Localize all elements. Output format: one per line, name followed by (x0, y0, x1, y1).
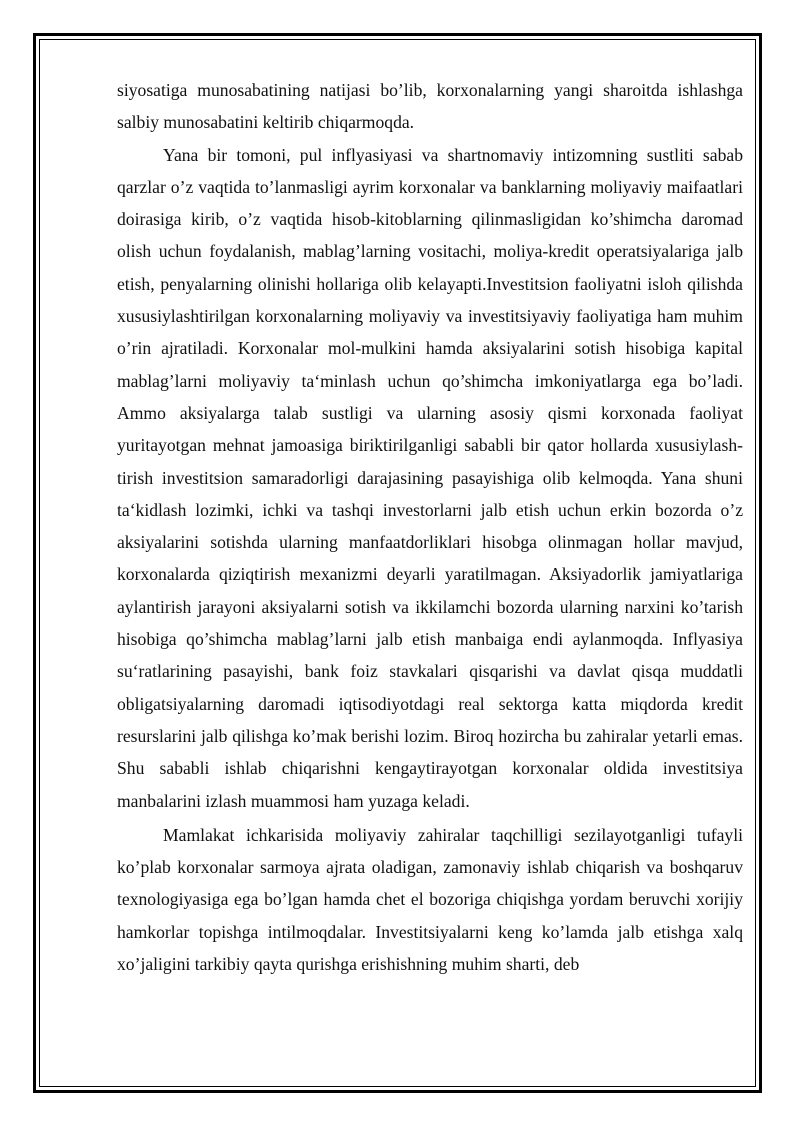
document-body (117, 74, 743, 980)
paragraph-1: siyosatiga munosabatining natijasi bo’lib, korxonalarning yangi sharoitda ishlashga salbiy munosabatini keltirib chiqarmoqda. (117, 80, 743, 133)
paragraph-3: Mamlakat ichkarisida moliyaviy zahiralar taqchilligi sezilayotganligi tufayli ko’plab korxonalar sarmoya ajrata oladigan, zamonaviy ishlab chiqarish va boshqaruv texnologiyasiga ega bo’lgan hamda chet el bozoriga chiqishga yordam beruvchi xorijiy hamkorlar topishga intilmoqdalar. Investitsiyalarni keng ko’lamda jalb etishga xalq xo’jaligini tarkibiy qayta qurishga erishishning muhim sharti, deb (117, 824, 743, 975)
paragraph-2: Yana bir tomoni, pul inflyasiyasi va shartnomaviy intizomning sustliti sabab qarzlar o’z vaqtida to’lanmasligi ayrim korxonalar va banklarning moliyaviy maifaatlari doirasiga kirib, o’z vaqtida hisob-kitoblarning qilinmasligidan ko’shimcha daromad olish uchun foydalanish, mablag’larning vositachi, moliya-kredit operatsiyalariga jalb etish, penyalarning olinishi hollariga olib kelayapti.Investitsion faoliyatni isloh qilishda xususiylashtirilgan korxonalarning moliyaviy va investitsiyaviy faoliyatiga ham muhim o’rin ajratiladi. Korxonalar mol-mulkini hamda aksiyalarini sotish hisobiga kapital mablag’larni moliyaviy ta‘minlash uchun qo’shimcha imkoniyatlarga ega bo’ladi. Ammo aksiyalarga talab sustligi va ularning asosiy qismi korxonada faoliyat yuritayotgan mehnat jamoasiga biriktirilganligi sababli bir qator hollarda xususiylash-tirish investitsion samaradorligi darajasining pasayishiga olib kelmoqda. Yana shuni ta‘kidlash lozimki, ichki va tashqi investorlarni jalb etish uchun erkin bozorda o’z aksiyalarini sotishda ularning manfaatdorliklari hisobga olinmagan hollar mavjud, korxonalarda qiziqtirish mexanizmi deyarli yaratilmagan. Aksiyadorlik jamiyatlariga aylantirish jarayoni aksiyalarni sotish va ikkilamchi bozorda ularning narxini ko’tarish hisobiga qo’shimcha mablag’larni jalb etish manbaiga endi aylanmoqda. Inflyasiya su‘ratlarining pasayishi, bank foiz stavkalari qisqarishi va davlat qisqa muddatli obligatsiyalarning daromadi iqtisodiyotdagi real sektorga katta miqdorda kredit resurslarini jalb qilishga ko’mak berishi lozim. Biroq hozircha bu zahiralar yetarli emas. Shu sababli ishlab chiqarishni kengaytirayotgan korxonalar oldida investitsiya manbalarini izlash muammosi ham yuzaga keladi. (117, 144, 743, 811)
